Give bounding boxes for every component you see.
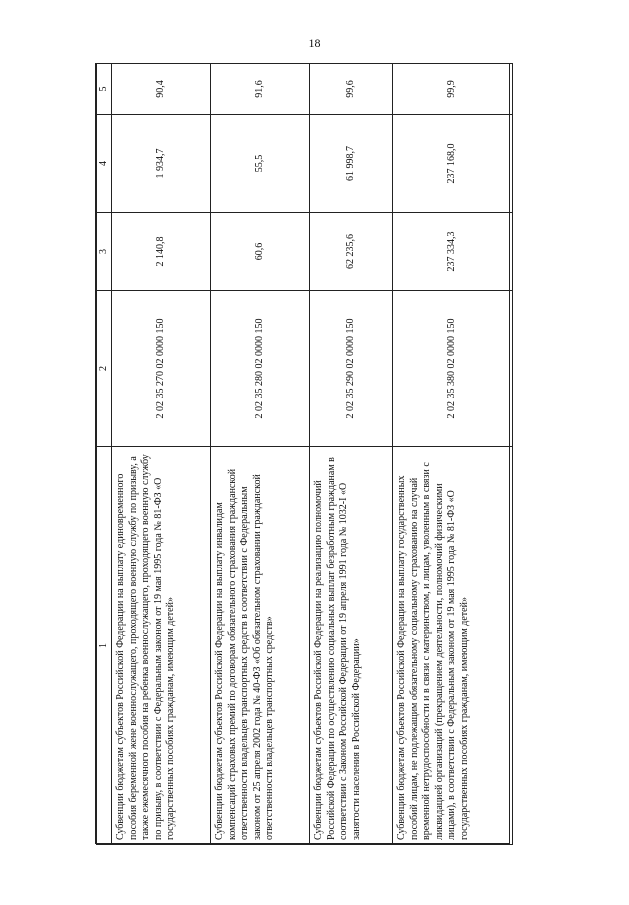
row-value-col3: 60,6 [211,213,310,291]
row-value-col4: 61 998,7 [310,115,393,213]
table-row [310,64,393,845]
row-value-col5: 99,9 [393,64,513,115]
row-description: Субвенции бюджетам субъектов Российской Федерации на реализацию полномочий Российской Федерации по осуществлению социальных выплат безработным гражданам в соответствии с Законом Российской Федерации от 19 апреля 1991 года № 1032-I «О занятости населения в Российской Федерации» [310,447,393,845]
row-description: Субвенции бюджетам субъектов Российской Федерации на выплату государственных пособий лицам, не подлежащим обязательному социальному страхованию на случай временной нетрудоспособности и в связи с материнством, и лицам, уволенным в связи с ликвидацией организаций (прекращением деятельности, полномочий физическими лицами), в соответствии с Федеральным законом от 19 мая 1995 года № 81-ФЗ «О государственных пособиях гражданам, имеющим детей» [393,447,513,845]
row-value-col4: 237 168,0 [393,115,513,213]
row-value-col3: 237 334,3 [393,213,513,291]
header-row [97,64,112,845]
row-value-col4: 55,5 [211,115,310,213]
page-number: 18 [308,36,321,50]
table-row [112,64,211,845]
row-value-col3: 62 235,6 [310,213,393,291]
row-value-col5: 91,6 [211,64,310,115]
row-description: Субвенции бюджетам субъектов Российской Федерации на выплату единовременного пособия беременной жене военнослужащего, проходящего военную службу по призыву, а также ежемесячного пособия на ребенка военнослужащего, проходящего военную службу по призыву, в соответствии с Федеральным законом от 19 мая 1995 года № 81-ФЗ «О государственных пособиях гражданам, имеющим детей» [112,447,211,845]
row-budget-code: 2 02 35 380 02 0000 150 [393,291,513,447]
row-value-col5: 90,4 [112,64,211,115]
row-value-col3: 2 140,8 [112,213,211,291]
row-budget-code: 2 02 35 270 02 0000 150 [112,291,211,447]
budget-table [96,63,513,845]
table-row [211,64,310,845]
column-header-1: 1 [97,447,112,845]
column-header-2: 2 [97,291,112,447]
row-description: Субвенции бюджетам субъектов Российской Федерации на выплату инвалидам компенсаций страховых премий по договорам обязательного страхования гражданской ответственности владельцев транспортных средств в соответствии с Федеральным законом от 25 апреля 2002 года № 40-ФЗ «Об обязательном страховании гражданской ответственности владельцев транспортных средств» [211,447,310,845]
row-value-col4: 1 934,7 [112,115,211,213]
column-header-4: 4 [97,115,112,213]
row-budget-code: 2 02 35 290 02 0000 150 [310,291,393,447]
rotated-table-container [96,64,511,845]
row-value-col5: 99,6 [310,64,393,115]
row-budget-code: 2 02 35 280 02 0000 150 [211,291,310,447]
column-header-3: 3 [97,213,112,291]
rotated-table-frame [95,63,510,844]
column-header-5: 5 [97,64,112,115]
table-row [393,64,513,845]
